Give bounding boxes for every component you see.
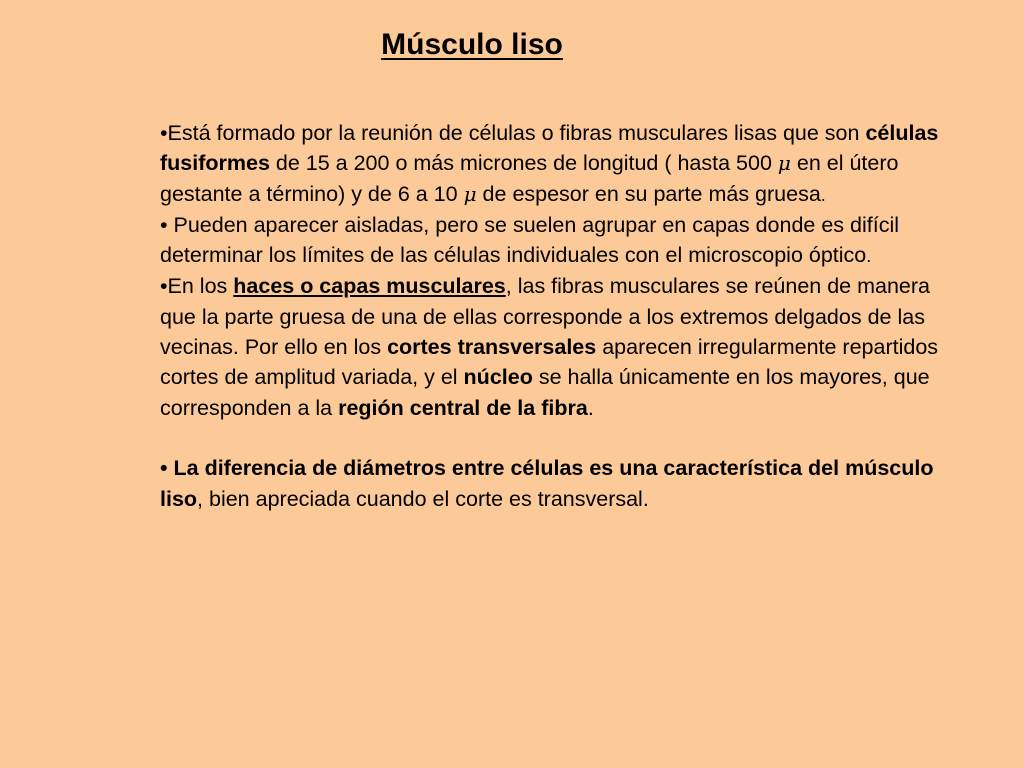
text-run: de 15 a 200 o más micrones de longitud ( hasta 500: [269, 151, 778, 176]
text-run: , bien apreciada cuando el corte es transversal.: [197, 486, 649, 511]
text-run: •Está formado por la reunión de células o fibras musculares lisas que son: [160, 121, 866, 145]
text-run: .: [866, 246, 872, 267]
paragraph-structure: [160, 118, 950, 210]
text-run: se halla únicamente en los mayores, que corresponden a la: [160, 365, 930, 420]
text-run: • Pueden aparecer aisladas, pero se suelen agrupar en capas donde es difícil determinar los límites de las células individuales con el microscopio óptico: [160, 212, 900, 268]
highlight-fiber-center: región central de la fibra: [338, 395, 588, 420]
micron-symbol: μ: [777, 151, 791, 176]
text-run: .: [820, 184, 826, 205]
micron-symbol: μ: [463, 181, 477, 206]
paragraph-diameter: [160, 453, 950, 514]
text-run: •En los: [160, 274, 234, 299]
slide-body: [160, 118, 950, 514]
text-run: de espesor en su parte más gruesa: [476, 181, 821, 206]
text-run: aparecen irregularmente repartidos cortes de amplitud variada, y el: [160, 335, 939, 390]
highlight-nucleus: núcleo: [463, 365, 533, 390]
paragraph-bundles: [160, 271, 950, 422]
highlight-cross-sections: cortes transversales: [387, 335, 597, 360]
highlight-muscle-bundles: haces o capas musculares: [233, 274, 506, 299]
slide-title: Músculo liso: [381, 28, 563, 61]
text-run: .: [587, 395, 594, 420]
highlight-fusiform-cells: células fusiformes: [160, 121, 939, 176]
highlight-diameter-difference: • La diferencia de diámetros entre células es una característica del músculo liso: [160, 456, 934, 511]
paragraph-arrangement: [160, 210, 950, 272]
text-run: en el útero gestante a término) y de 6 a 10: [160, 151, 899, 206]
paragraph-spacer: [160, 423, 950, 453]
text-run: , las fibras musculares se reúnen de manera que la parte gruesa de una de ellas corresponde a los extremos delgados de las vecinas. Por ello en los: [160, 274, 931, 360]
